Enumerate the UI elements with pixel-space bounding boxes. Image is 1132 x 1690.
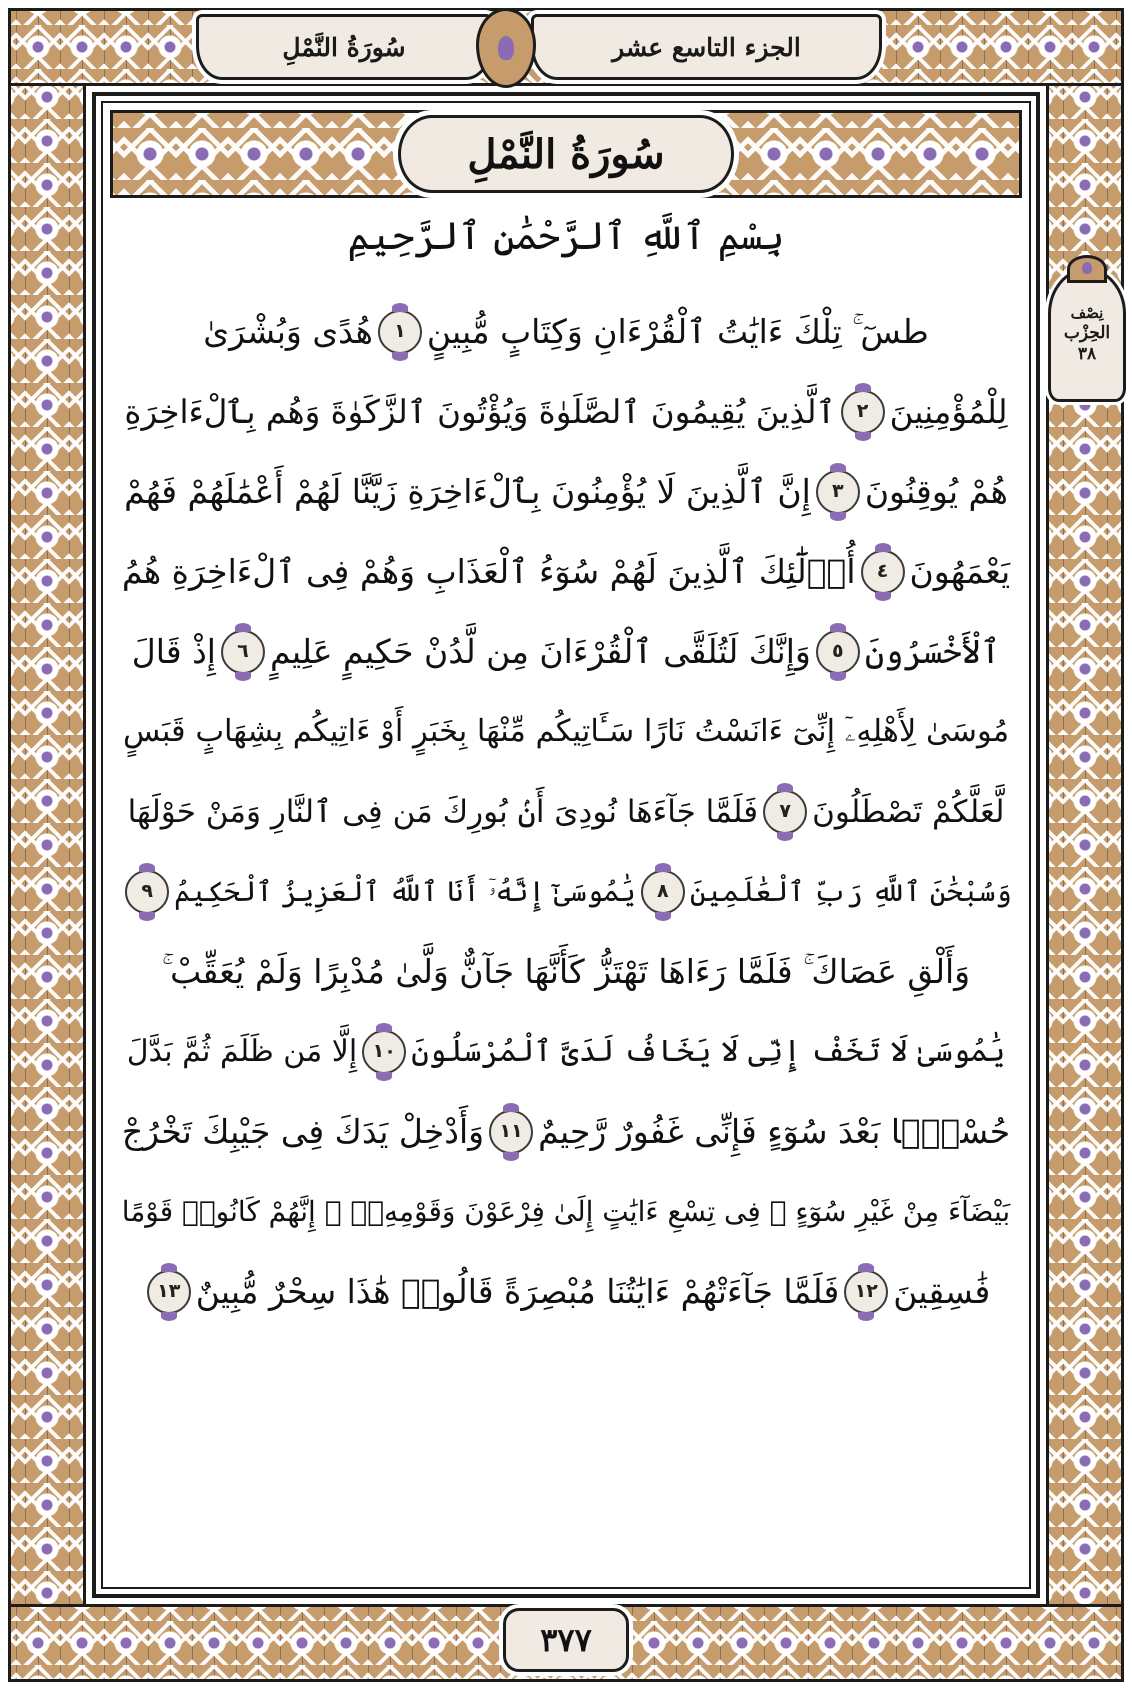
aya-line <box>122 932 1010 1012</box>
hizb-marker <box>1048 268 1126 402</box>
aya-text: فَٰسِقِينَ <box>893 1271 991 1311</box>
aya-text: مُوسَىٰ لِأَهْلِهِۦٓ إِنِّىٓ ءَانَسْتُ نَارًا سَـَٔاتِيكُم مِّنْهَا بِخَبَرٍ أَوْ ءَاتِيكُم بِشِهَابٍ قَبَسٍ <box>122 713 1010 749</box>
aya-text: ٱلَّذِينَ يُقِيمُونَ ٱلصَّلَوٰةَ وَيُؤْتُونَ ٱلزَّكَوٰةَ وَهُم بِٱلْءَاخِرَةِ <box>124 392 836 431</box>
page-number-plate <box>503 1608 629 1672</box>
aya-number-marker[interactable]: ٥ <box>816 630 860 674</box>
aya-line <box>122 532 1010 612</box>
hizb-marker-line2: الحِزْب <box>1063 323 1111 344</box>
aya-line <box>122 1252 1010 1332</box>
aya-number-marker[interactable]: ٧ <box>763 790 807 834</box>
aya-text: ٱلْأَخْسَرُونَ <box>864 631 1001 671</box>
hizb-marker-line1: نِصْف <box>1070 304 1104 323</box>
surah-title-banner <box>110 110 1022 198</box>
aya-text: وَسُبْحَٰنَ ٱللَّهِ رَبِّ ٱلْعَٰلَمِينَ <box>689 875 1012 909</box>
juz-label: الجزء التاسع عشر <box>612 32 801 62</box>
aya-number-marker[interactable]: ١٣ <box>147 1270 191 1314</box>
aya-text: إِنَّ ٱلَّذِينَ لَا يُؤْمِنُونَ بِٱلْءَاخِرَةِ زَيَّنَّا لَهُمْ أَعْمَٰلَهُمْ فَهُمْ <box>124 471 811 511</box>
aya-text: يَعْمَهُونَ <box>909 551 1011 591</box>
surah-title-plate <box>398 115 734 193</box>
aya-text: فَلَمَّا جَآءَتْهُمْ ءَايَٰتُنَا مُبْصِرَةً قَالُوا۟ هَٰذَا سِحْرٌ مُّبِينٌ <box>195 1271 840 1311</box>
aya-number-marker[interactable]: ٢ <box>841 390 885 434</box>
aya-text: فَلَمَّا جَآءَهَا نُودِىَ أَنۢ بُورِكَ مَن فِى ٱلنَّارِ وَمَنْ حَوْلَهَا <box>127 793 759 830</box>
surah-title: سُورَةُ النَّمْلِ <box>467 130 665 178</box>
aya-number-marker[interactable]: ٣ <box>816 470 860 514</box>
aya-number-marker[interactable]: ٤ <box>861 550 905 594</box>
border-ornament-left <box>8 8 86 1682</box>
aya-text: إِلَّا مَن ظَلَمَ ثُمَّ بَدَّلَ <box>126 1034 358 1070</box>
aya-line <box>122 1012 1010 1092</box>
juz-cartouche <box>531 14 882 80</box>
aya-line <box>122 292 1010 372</box>
aya-line <box>122 852 1010 932</box>
aya-number-marker[interactable]: ٨ <box>641 870 685 914</box>
aya-line <box>122 452 1010 532</box>
hizb-marker-number: ٣٨ <box>1077 344 1097 365</box>
quran-text-body <box>122 292 1010 1578</box>
aya-text: يَٰمُوسَىٰ لَا تَخَفْ إِنِّى لَا يَخَافُ لَدَىَّ ٱلْمُرْسَلُونَ <box>411 1034 1006 1070</box>
aya-number-marker[interactable]: ١٠ <box>362 1030 406 1074</box>
aya-text: أُو۟لَٰٓئِكَ ٱلَّذِينَ لَهُمْ سُوٓءُ ٱلْعَذَابِ وَهُمْ فِى ٱلْءَاخِرَةِ هُمُ <box>121 551 856 591</box>
aya-text: طسٓ ۚ تِلْكَ ءَايَٰتُ ٱلْقُرْءَانِ وَكِتَابٍ مُّبِينٍ <box>426 311 929 351</box>
aya-line <box>122 692 1010 772</box>
basmala: بِسْمِ ٱللَّهِ ٱلرَّحْمَٰنِ ٱلرَّحِيمِ <box>347 214 785 258</box>
page-number: ٣٧٧ <box>540 1621 592 1659</box>
aya-line <box>122 1092 1010 1172</box>
aya-line <box>122 372 1010 452</box>
aya-number-marker[interactable]: ١ <box>378 310 422 354</box>
aya-text: بَيْضَآءَ مِنْ غَيْرِ سُوٓءٍ ۖ فِى تِسْعِ ءَايَٰتٍ إِلَىٰ فِرْعَوْنَ وَقَوْمِهِۦٓ ۚ إِنَّهُمْ كَانُوا۟ قَوْمًا <box>121 1195 1011 1229</box>
aya-text: هُدًى وَبُشْرَىٰ <box>203 311 373 351</box>
aya-number-marker[interactable]: ٩ <box>125 870 169 914</box>
surah-header-label: سُورَةُ النَّمْلِ <box>282 32 406 62</box>
aya-text: وَإِنَّكَ لَتُلَقَّى ٱلْقُرْءَانَ مِن لَّدُنْ حَكِيمٍ عَلِيمٍ <box>269 631 811 671</box>
surah-name-cartouche <box>196 14 492 80</box>
aya-number-marker[interactable]: ١٢ <box>844 1270 888 1314</box>
aya-text: لِلْمُؤْمِنِينَ <box>889 392 1008 431</box>
aya-line <box>122 772 1010 852</box>
aya-number-marker[interactable]: ١١ <box>489 1110 533 1154</box>
aya-text: لَّعَلَّكُمْ تَصْطَلُونَ <box>812 793 1005 830</box>
aya-number-marker[interactable]: ٦ <box>221 630 265 674</box>
aya-text: حُسْنًۢا بَعْدَ سُوٓءٍ فَإِنِّى غَفُورٌ رَّحِيمٌ <box>538 1111 1011 1151</box>
aya-text: وَأَلْقِ عَصَاكَ ۚ فَلَمَّا رَءَاهَا تَهْتَزُّ كَأَنَّهَا جَآنٌّ وَلَّىٰ مُدْبِرًا وَلَمْ يُعَقِّبْ ۚ <box>161 951 971 991</box>
aya-text: هُمْ يُوقِنُونَ <box>864 471 1008 511</box>
aya-text: يَٰمُوسَىٰٓ إِنَّهُۥٓ أَنَا ٱللَّهُ ٱلْعَزِيزُ ٱلْحَكِيمُ <box>174 875 636 909</box>
aya-text: وَأَدْخِلْ يَدَكَ فِى جَيْبِكَ تَخْرُجْ <box>121 1111 485 1151</box>
aya-line <box>122 612 1010 692</box>
aya-text: إِذْ قَالَ <box>131 631 216 671</box>
hizb-marker-finial-icon <box>1067 255 1107 283</box>
text-panel <box>92 92 1040 1598</box>
aya-line <box>122 1172 1010 1252</box>
